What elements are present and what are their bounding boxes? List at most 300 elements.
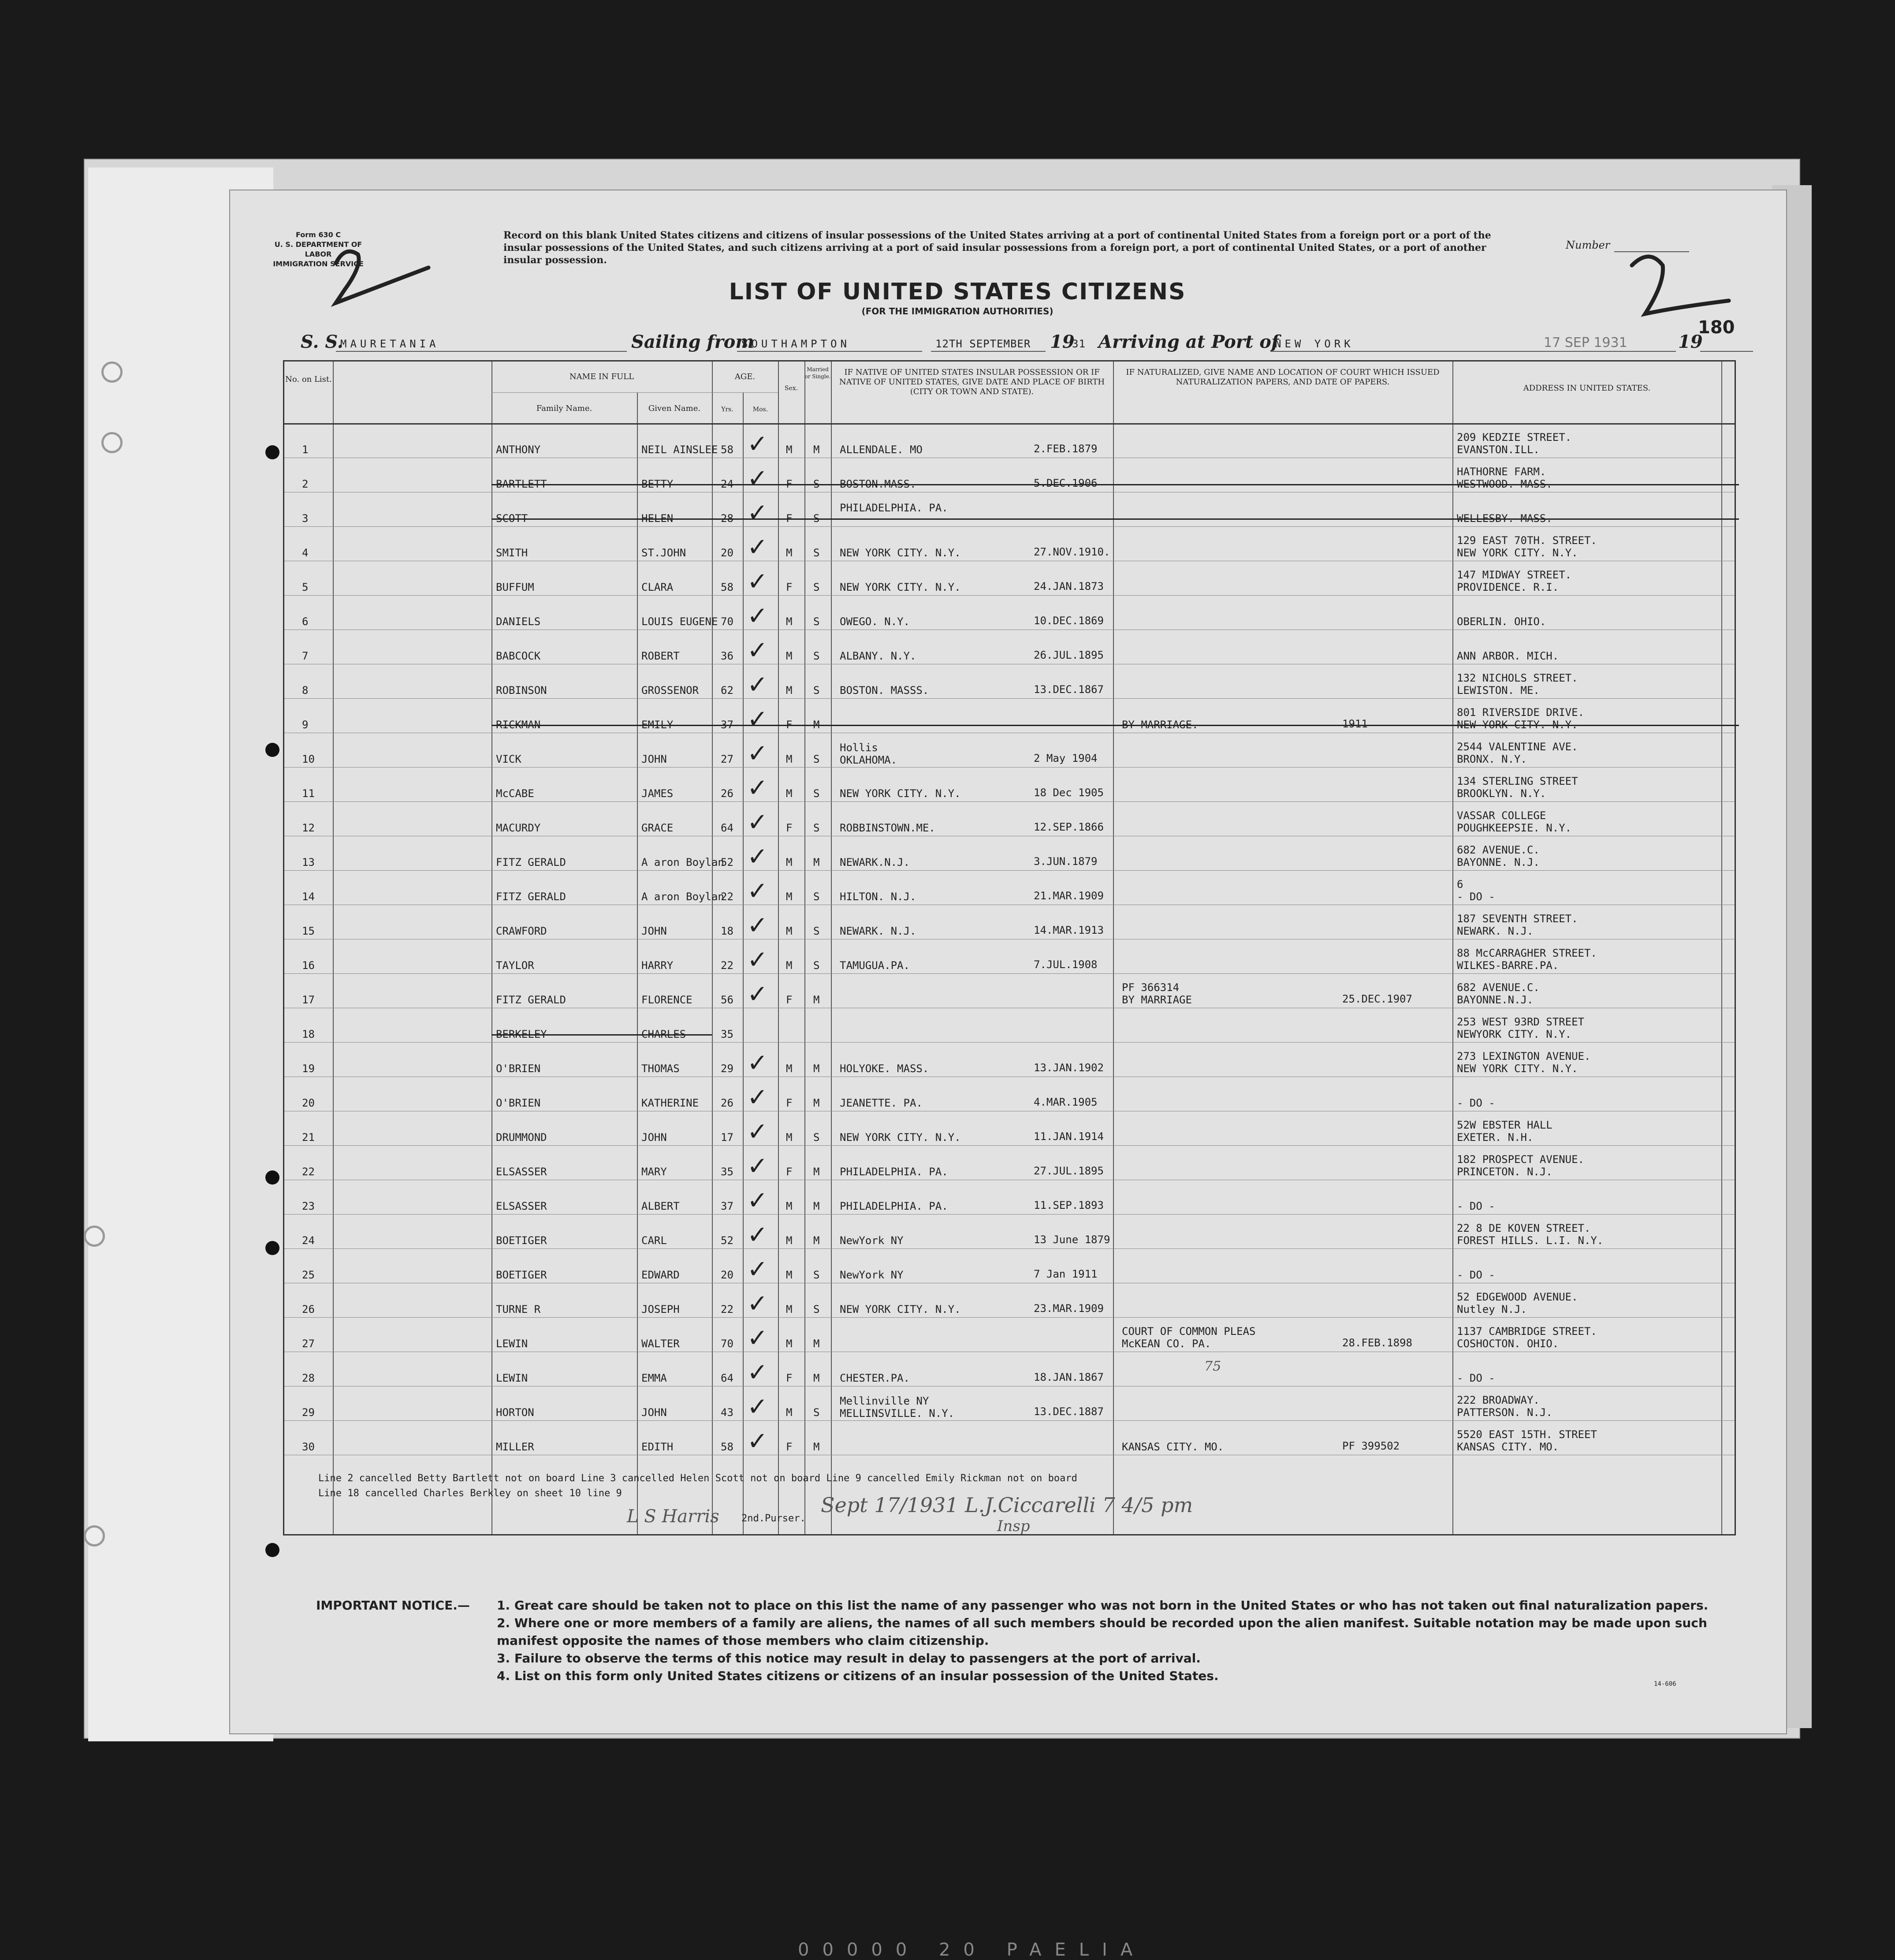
row-given: NEIL AINSLEE [641,443,718,456]
row-addr2: - DO - [1457,1372,1495,1384]
row-nat: BY MARRIAGE. [1122,719,1199,731]
row-no: 22 [302,1166,315,1178]
col-naturalized: IF NATURALIZED, GIVE NAME AND LOCATION OF COURT WHICH ISSUED NATURALIZATION PAPERS, AND DATE OF PAPERS. [1126,368,1440,387]
check-mark-icon: ✓ [747,636,768,665]
inspector-note: Sept 17/1931 L.J.Ciccarelli 7 4/5 pm [821,1493,1193,1517]
row-addr2: Nutley N.J. [1457,1303,1527,1315]
check-mark-icon: ✓ [747,1049,768,1077]
row-place: Mellinville NY [840,1395,929,1407]
row-addr2: BROOKLYN. N.Y. [1457,787,1546,800]
row-age: 52 [721,856,733,868]
row-place: NEW YORK CITY. N.Y. [840,1131,961,1144]
row-addr2: BAYONNE.N.J. [1457,994,1534,1006]
row-place: ALLENDALE. MO [840,443,923,456]
check-mark-icon: ✓ [747,430,768,458]
row-no: 13 [302,856,315,868]
row-sex: M [786,1406,793,1419]
row-no: 2 [302,478,309,490]
page-subtitle: (FOR THE IMMIGRATION AUTHORITIES) [861,306,1054,317]
row-given: JAMES [641,787,674,800]
row-ms: M [813,856,820,868]
check-mark-icon: ✓ [747,567,768,596]
cancel-strikethrough [491,1034,712,1036]
row-age: 37 [721,1200,733,1212]
arriving-port: NEW YORK [1275,338,1354,350]
row-date: 23.MAR.1909 [1034,1302,1104,1315]
row-date: 13.JAN.1902 [1034,1062,1104,1074]
check-mark-icon: ✓ [747,877,768,905]
row-given: GRACE [641,822,674,834]
row-age: 22 [721,1303,733,1315]
row-sex: F [786,581,793,593]
row-place: NEWARK.N.J. [840,856,910,868]
remark-line-2: Line 18 cancelled Charles Berkley on sheet 10 line 9 [318,1488,622,1499]
col-family-name: Family Name. [536,404,592,413]
row-date: 7.JUL.1908 [1034,958,1098,971]
row-nat: PF 366314 [1122,981,1180,994]
ship-name: MAURETANIA [340,338,439,350]
row-family: LEWIN [496,1338,528,1350]
row-ms: M [813,443,820,456]
row-age: 26 [721,1097,733,1109]
col-given-name: Given Name. [648,404,701,413]
row-given: EDITH [641,1441,674,1453]
row-date: 14.MAR.1913 [1034,924,1104,936]
row-given: ROBERT [641,650,680,662]
row-age: 20 [721,547,733,559]
row-addr2: COSHOCTON. OHIO. [1457,1338,1559,1350]
row-addr2: OBERLIN. OHIO. [1457,615,1546,628]
row-date: 7 Jan 1911 [1034,1268,1098,1280]
remark-line-1: Line 2 cancelled Betty Bartlett not on board Line 3 cancelled Helen Scott not on board Line 9 cancelled Emily Rickman not on board [318,1473,1077,1484]
row-addr2: BRONX. N.Y. [1457,753,1527,765]
row-ms: S [813,478,820,490]
form-number: Form 630 C [295,231,341,239]
row-place: ROBBINSTOWN.ME. [840,822,935,834]
row-family: McCABE [496,787,534,800]
row-date: 12.SEP.1866 [1034,821,1104,833]
row-sex: M [786,650,793,662]
row-sex: M [786,1269,793,1281]
row-ms: S [813,615,820,628]
row-place: NEW YORK CITY. N.Y. [840,787,961,800]
row-sex: M [786,443,793,456]
handwritten-number [1619,239,1733,323]
row-age: 70 [721,1338,733,1350]
row-given: A aron Boylan [641,856,724,868]
row-sex: F [786,994,793,1006]
check-mark-icon: ✓ [747,1289,768,1318]
row-sex: M [786,787,793,800]
row-ms: M [813,1166,820,1178]
sailing-date: 12TH SEPTEMBER [935,338,1031,350]
row-family: BUFFUM [496,581,534,593]
row-ms: S [813,959,820,972]
row-addr2: EVANSTON.ILL. [1457,443,1540,456]
row-age: 35 [721,1166,733,1178]
row-family: LEWIN [496,1372,528,1384]
row-given: CLARA [641,581,674,593]
handwritten-two-mark [318,224,442,312]
row-addr2: NEW YORK CITY. N.Y. [1457,719,1578,731]
row-no: 4 [302,547,309,559]
ss-label: S. S. [301,332,343,352]
row-addr2: NEW YORK CITY. N.Y. [1457,547,1578,559]
row-age: 70 [721,615,733,628]
row-nat_date: PF 399502 [1342,1440,1400,1452]
sailing-label: Sailing from [631,332,754,352]
row-ms: S [813,547,820,559]
row-no: 30 [302,1441,315,1453]
row-no: 24 [302,1234,315,1247]
col-sex: Sex. [784,385,798,392]
row-given: MARY [641,1166,667,1178]
row-ms: S [813,822,820,834]
row-family: TURNE R [496,1303,541,1315]
row-age: 58 [721,1441,733,1453]
row-given: ST.JOHN [641,547,686,559]
row-ms: S [813,1131,820,1144]
row-addr2: LEWISTON. ME. [1457,684,1540,697]
row-ms: S [813,1303,820,1315]
row-addr1: 5520 EAST 15TH. STREET [1457,1428,1597,1441]
row-given: JOSEPH [641,1303,680,1315]
row-age: 58 [721,581,733,593]
check-mark-icon: ✓ [747,499,768,527]
row-date: 18 Dec 1905 [1034,786,1104,799]
row-date: 21.MAR.1909 [1034,890,1104,902]
row-addr1: 147 MIDWAY STREET. [1457,569,1572,581]
row-given: THOMAS [641,1062,680,1075]
check-mark-icon: ✓ [747,842,768,871]
row-sex: M [786,547,793,559]
row-place: BOSTON.MASS. [840,478,916,490]
punch-hole [265,1170,279,1185]
row-place: OWEGO. N.Y. [840,615,910,628]
row-no: 16 [302,959,315,972]
row-date: 13.DEC.1887 [1034,1405,1104,1418]
row-place: CHESTER.PA. [840,1372,910,1384]
row-place: PHILADELPHIA. PA. [840,1166,948,1178]
notice-item: 1. Great care should be taken not to place on this list the name of any passenger who was not born in the United States or who has not taken out final naturalization papers. [497,1598,1709,1613]
row-ms: M [813,994,820,1006]
row-ms: S [813,925,820,937]
row-place: JEANETTE. PA. [840,1097,923,1109]
row-family: DRUMMOND [496,1131,547,1144]
row-sex: M [786,925,793,937]
check-mark-icon: ✓ [747,464,768,493]
row-place2: MELLINSVILLE. N.Y. [840,1407,955,1420]
row-place: HOLYOKE. MASS. [840,1062,929,1075]
col-name-in-full: NAME IN FULL [569,372,634,381]
notice-item: 2. Where one or more members of a family are aliens, the names of all such members should be recorded upon the alien manifest. Suitable notation may be made upon such manifest opposite the names of those members who claim citizenship. [497,1616,1707,1648]
row-given: WALTER [641,1338,680,1350]
row-sex: M [786,856,793,868]
col-married: Married or Single. [804,366,831,380]
row-date: 2 May 1904 [1034,752,1098,764]
row-family: BABCOCK [496,650,541,662]
row-addr1: 273 LEXINGTON AVENUE. [1457,1050,1591,1062]
row-no: 8 [302,684,309,697]
form-code: 14-606 [1654,1681,1676,1688]
row-place: NewYork NY [840,1269,904,1281]
row-ms: M [813,1062,820,1075]
row-age: 29 [721,1062,733,1075]
row-family: ELSASSER [496,1166,547,1178]
notice-lead: IMPORTANT NOTICE.— [316,1598,470,1613]
row-age: 56 [721,994,733,1006]
punch-hole [265,743,279,757]
row-family: FITZ GERALD [496,891,566,903]
row-place: PHILADELPHIA. PA. [840,502,948,514]
row-place: NEW YORK CITY. N.Y. [840,581,961,593]
row-place: NEW YORK CITY. N.Y. [840,1303,961,1315]
row-nat_date: 25.DEC.1907 [1342,993,1412,1005]
row-age: 27 [721,753,733,765]
row-date: 2.FEB.1879 [1034,443,1098,455]
row-place: PHILADELPHIA. PA. [840,1200,948,1212]
check-mark-icon: ✓ [747,671,768,699]
row-age: 36 [721,650,733,662]
row-age: 17 [721,1131,733,1144]
row-given: BETTY [641,478,674,490]
inspector-title: Insp [997,1517,1030,1535]
row-addr2: ANN ARBOR. MICH. [1457,650,1559,662]
row-sex: F [786,719,793,731]
row-addr2: BAYONNE. N.J. [1457,856,1540,868]
row-given: HARRY [641,959,674,972]
row-family: CRAWFORD [496,925,547,937]
check-mark-icon: ✓ [747,1358,768,1387]
row-addr1: 682 AVENUE.C. [1457,844,1540,856]
row-addr2: - DO - [1457,1097,1495,1109]
row-nat_date: 1911 [1342,718,1368,730]
row-addr1: VASSAR COLLEGE [1457,809,1546,822]
purser-signature: L S Harris [627,1506,719,1527]
row-addr2: WESTWOOD. MASS. [1457,478,1552,490]
row-no: 29 [302,1406,315,1419]
row-no: 20 [302,1097,315,1109]
row-place: HILTON. N.J. [840,891,916,903]
row-no: 25 [302,1269,315,1281]
row-no: 21 [302,1131,315,1144]
row-no: 6 [302,615,309,628]
row-sex: M [786,1131,793,1144]
row-sex: M [786,1200,793,1212]
row-family: VICK [496,753,521,765]
row-family: BERKELEY [496,1028,547,1040]
col-age: AGE. [734,372,756,381]
row-sex: F [786,512,793,525]
row-ms: S [813,891,820,903]
row-no: 27 [302,1338,315,1350]
ring-hole [84,1226,105,1247]
row-no: 9 [302,719,309,731]
row-family: FITZ GERALD [496,994,566,1006]
row-given: A aron Boylan [641,891,724,903]
row-addr2: POUGHKEEPSIE. N.Y. [1457,822,1572,834]
row-no: 12 [302,822,315,834]
row-given: JOHN [641,1131,667,1144]
row-addr2: KANSAS CITY. MO. [1457,1441,1559,1453]
row-date: 13 June 1879 [1034,1233,1110,1246]
row-date: 11.SEP.1893 [1034,1199,1104,1211]
row-date: 10.DEC.1869 [1034,615,1104,627]
punch-hole [265,1543,279,1557]
row-no: 14 [302,891,315,903]
sailing-year: 31 [1072,338,1086,350]
row-given: FLORENCE [641,994,692,1006]
row-ms: S [813,1269,820,1281]
row-family: BOETIGER [496,1234,547,1247]
row-addr1: 682 AVENUE.C. [1457,981,1540,994]
col-yrs: Yrs. [721,406,733,413]
row-sex: M [786,1338,793,1350]
check-mark-icon: ✓ [747,705,768,734]
ring-hole [101,432,123,453]
row-age: 26 [721,787,733,800]
check-mark-icon: ✓ [747,1255,768,1284]
sailing-line [301,332,1755,354]
row-age: 64 [721,822,733,834]
service: IMMIGRATION SERVICE [273,260,364,268]
check-mark-icon: ✓ [747,1118,768,1146]
row-sex: M [786,615,793,628]
row-age: 28 [721,512,733,525]
row-addr1: 187 SEVENTH STREET. [1457,913,1578,925]
row-family: BOETIGER [496,1269,547,1281]
row-family: SMITH [496,547,528,559]
check-mark-icon: ✓ [747,911,768,940]
row-age: 62 [721,684,733,697]
row-addr1: 6 [1457,878,1463,891]
check-mark-icon: ✓ [747,1324,768,1353]
row-given: GROSSENOR [641,684,699,697]
page-number: 180 [1698,317,1735,338]
row-given: JOHN [641,753,667,765]
film-edge-text: 00000 20 PAELIA [798,1940,1146,1960]
row-addr1: 801 RIVERSIDE DRIVE. [1457,706,1584,719]
row-no: 23 [302,1200,315,1212]
check-mark-icon: ✓ [747,1427,768,1456]
row-given: EDWARD [641,1269,680,1281]
row-no: 15 [302,925,315,937]
row-addr2: - DO - [1457,1200,1495,1212]
row-ms: M [813,1338,820,1350]
row-addr1: 253 WEST 93RD STREET [1457,1016,1584,1028]
row-addr2: PRINCETON. N.J. [1457,1166,1552,1178]
row-no: 1 [302,443,309,456]
row-no: 11 [302,787,315,800]
row-place: NEWARK. N.J. [840,925,916,937]
row-no: 5 [302,581,309,593]
row-ms: S [813,1406,820,1419]
row-sex: M [786,1234,793,1247]
row-given: ALBERT [641,1200,680,1212]
row-addr1: 222 BROADWAY. [1457,1394,1540,1406]
row-ms: S [813,753,820,765]
row-addr1: HATHORNE FARM. [1457,466,1546,478]
row-family: ROBINSON [496,684,547,697]
row-no: 19 [302,1062,315,1075]
row-given: JOHN [641,925,667,937]
row-addr1: 134 STERLING STREET [1457,775,1578,787]
row-addr1: 1137 CAMBRIDGE STREET. [1457,1325,1597,1338]
row-family: SCOTT [496,512,528,525]
page-title: LIST OF UNITED STATES CITIZENS [729,279,1186,305]
row-sex: F [786,1441,793,1453]
row-ms: M [813,1234,820,1247]
row-date: 27.JUL.1895 [1034,1165,1104,1177]
row-given: KATHERINE [641,1097,699,1109]
row-place: NEW YORK CITY. N.Y. [840,547,961,559]
row-place: ALBANY. N.Y. [840,650,916,662]
row-sex: F [786,478,793,490]
row-family: O'BRIEN [496,1097,541,1109]
col-mos: Mos. [752,406,768,413]
row-age: 20 [721,1269,733,1281]
row-given: CARL [641,1234,667,1247]
row-sex: F [786,1097,793,1109]
row-sex: F [786,822,793,834]
row-place: Hollis [840,742,878,754]
row-place2: OKLAHOMA. [840,754,897,766]
row-date: 18.JAN.1867 [1034,1371,1104,1383]
row-addr2: NEWARK. N.J. [1457,925,1534,937]
row-place: TAMUGUA.PA. [840,959,910,972]
check-mark-icon: ✓ [747,980,768,1009]
row-nat_date: 28.FEB.1898 [1342,1337,1412,1349]
ring-hole [84,1525,105,1546]
row-no: 10 [302,753,315,765]
row-place: NewYork NY [840,1234,904,1247]
notice-list [497,1597,1766,1685]
row-addr1: 52 EDGEWOOD AVENUE. [1457,1291,1578,1303]
row-given: CHARLES [641,1028,686,1040]
row-family: DANIELS [496,615,541,628]
col-birth: IF NATIVE OF UNITED STATES INSULAR POSSESSION OR IF NATIVE OF UNITED STATES, GIVE DATE AND PLACE OF BIRTH (CITY OR TOWN AND STATE). [839,368,1105,396]
row-age: 22 [721,959,733,972]
row-date: 27.NOV.1910. [1034,546,1110,558]
row-sex: M [786,684,793,697]
row-ms: M [813,1097,820,1109]
row-addr1: 129 EAST 70TH. STREET. [1457,534,1597,547]
row-age: 35 [721,1028,733,1040]
col-address: ADDRESS IN UNITED STATES. [1523,384,1651,393]
punch-hole [265,445,279,459]
row-date: 24.JAN.1873 [1034,580,1104,592]
row-addr1: 52W EBSTER HALL [1457,1119,1552,1131]
row-age: 24 [721,478,733,490]
row-family: FITZ GERALD [496,856,566,868]
row-family: ELSASSER [496,1200,547,1212]
number-label: Number [1566,239,1610,251]
year-prefix-2: 19 [1678,332,1703,352]
row-ms: S [813,512,820,525]
check-mark-icon: ✓ [747,1152,768,1181]
row-ms: S [813,787,820,800]
row-ms: M [813,719,820,731]
check-mark-icon: ✓ [747,808,768,837]
row-family: MACURDY [496,822,541,834]
row-family: ANTHONY [496,443,541,456]
row-addr2: PROVIDENCE. R.I. [1457,581,1559,593]
row-family: BARTLETT [496,478,547,490]
row-ms: S [813,650,820,662]
row-ms: M [813,1200,820,1212]
check-mark-icon: ✓ [747,1393,768,1421]
row-no: 7 [302,650,309,662]
